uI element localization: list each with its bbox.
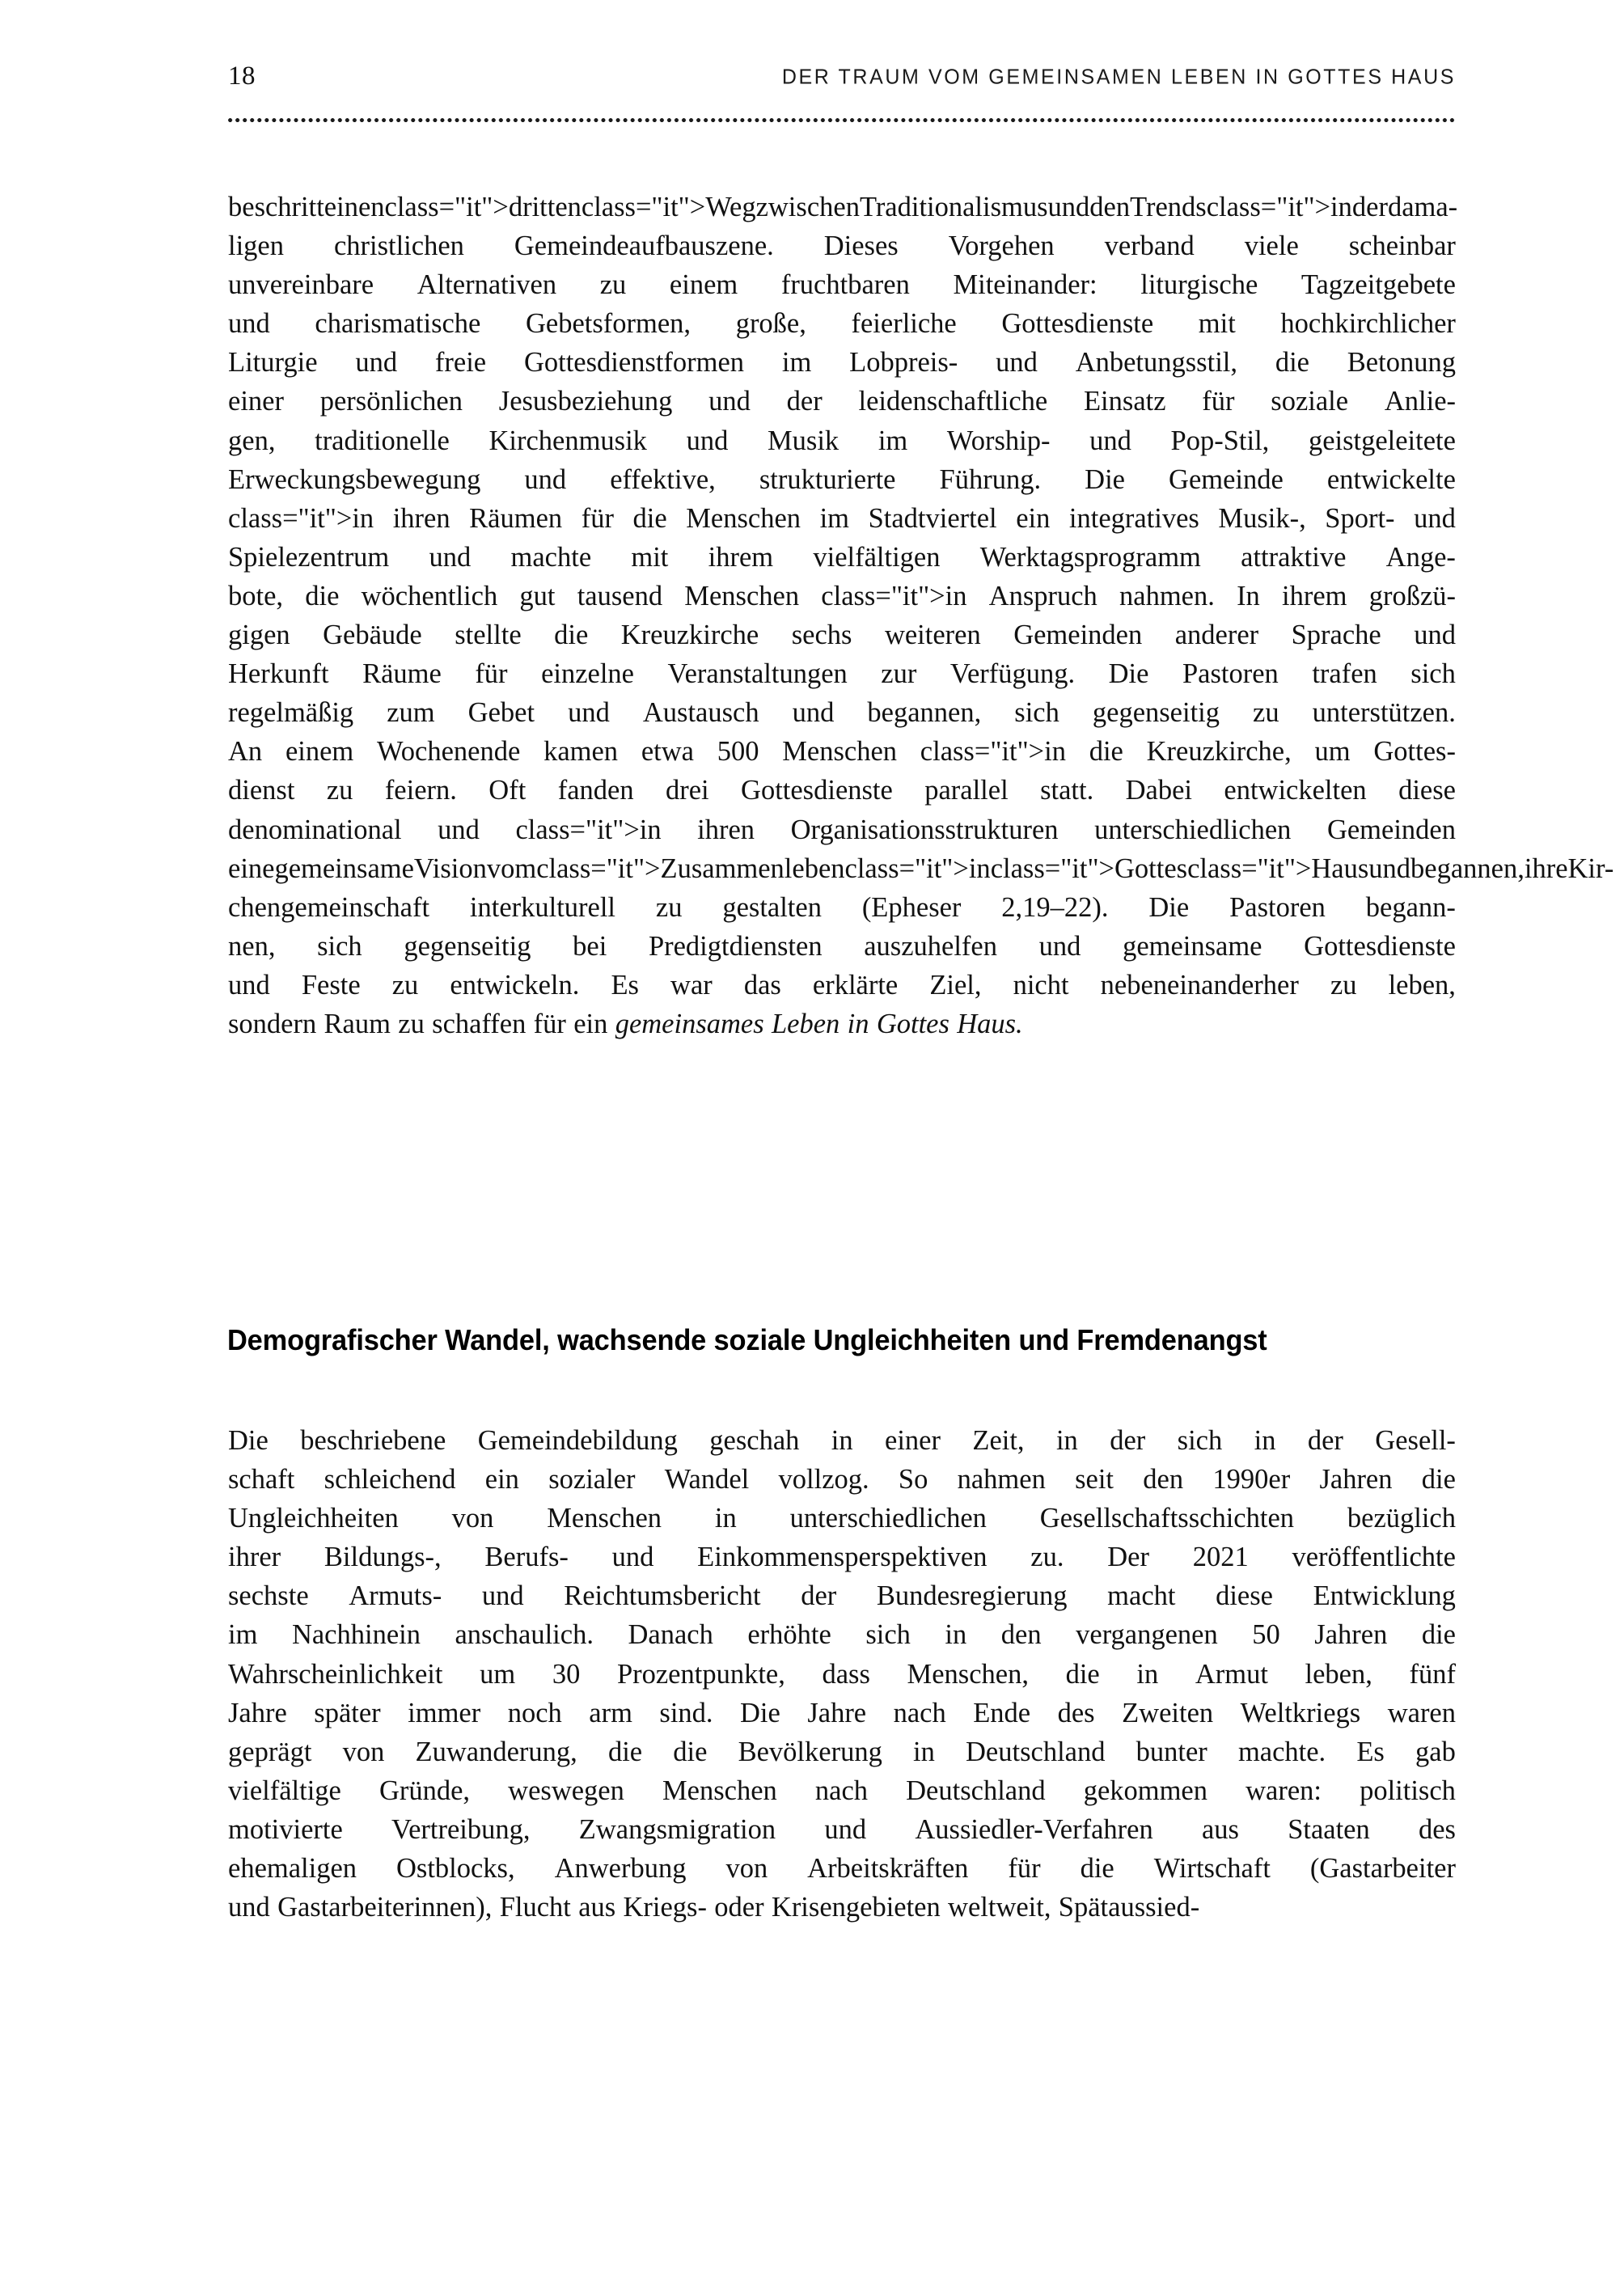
page-number: 18 <box>228 61 256 91</box>
paragraph-two-block <box>228 1421 1456 1927</box>
paragraph-one: beschritt einen class="it">dritten class="it">Weg zwischen Traditionalismus und den Trends class="it">in der dama- ligen christlichen Gemeindeaufbauszene. Dieses Vorgehen verband viele scheinbar unvereinbare Alternativen zu einem fruchtbaren Miteinander: liturgische Tagzeitgebete und charismatische Gebetsformen, große, feierliche Gottesdienste mit hochkirchlicher Liturgie und freie Gottesdienstformen im Lobpreis- und Anbetungsstil, die Betonung einer persönlichen Jesusbeziehung und der leidenschaftliche Einsatz für soziale Anlie- gen, traditionelle Kirchenmusik und Musik im Worship- und Pop-Stil, geistgeleitete Erweckungsbewegung und effektive, strukturierte Führung. Die Gemeinde entwickelte class="it">in ihren Räumen für die Menschen im Stadtviertel ein integratives Musik-, Sport- und Spielezentrum und machte mit ihrem vielfältigen Werktagsprogramm attraktive Ange- bote, die wöchentlich gut tausend Menschen class="it">in Anspruch nahmen. In ihrem großzü- gigen Gebäude stellte die Kreuzkirche sechs weiteren Gemeinden anderer Sprache und Herkunft Räume für einzelne Veranstaltungen zur Verfügung. Die Pastoren trafen sich regelmäßig zum Gebet und Austausch und begannen, sich gegenseitig zu unterstützen. An einem Wochenende kamen etwa 500 Menschen class="it">in die Kreuzkirche, um Gottes- dienst zu feiern. Oft fanden drei Gottesdienste parallel statt. Dabei entwickelten diese denominational und class="it">in ihren Organisationsstrukturen unterschiedlichen Gemeinden eine gemeinsame Vision vom class="it">Zusammenleben class="it">in class="it">Gottes class="it">Haus und begannen, ihre Kir- chengemeinschaft interkulturell zu gestalten (Epheser 2,19–22). Die Pastoren begann- nen, sich gegenseitig bei Predigtdiensten auszuhelfen und gemeinsame Gottesdienste und Feste zu entwickeln. Es war das erklärte Ziel, nicht nebeneinanderher zu leben, sondern Raum zu schaffen für ein gemeinsames Leben in Gottes Haus. <box>228 192 1614 1039</box>
dotted-rule-divider <box>228 118 1456 125</box>
paragraph-one-block <box>228 188 1614 1043</box>
paragraph-two: Die beschriebene Gemeindebildung geschah in einer Zeit, in der sich in der Gesell- schaft schleichend ein sozialer Wandel vollzog. So nahmen seit den 1990er Jahren die Ungleichheiten von Menschen in unterschiedlichen Gesellschaftsschichten bezüglich ihrer Bildungs-, Berufs- und Einkommensperspektiven zu. Der 2021 veröffentlichte sechste Armuts- und Reichtumsbericht der Bundesregierung macht diese Entwicklung im Nachhinein anschaulich. Danach erhöhte sich in den vergangenen 50 Jahren die Wahrscheinlichkeit um 30 Prozentpunkte, dass Menschen, die in Armut leben, fünf Jahre später immer noch arm sind. Die Jahre nach Ende des Zweiten Weltkriegs waren geprägt von Zuwanderung, die die Bevölkerung in Deutschland bunter machte. Es gab vielfältige Gründe, weswegen Menschen nach Deutschland gekommen waren: politisch motivierte Vertreibung, Zwangsmigration und Aussiedler-Verfahren aus Staaten des ehemaligen Ostblocks, Anwerbung von Arbeitskräften für die Wirtschaft (Gastarbeiter und Gastarbeiterinnen), Flucht aus Kriegs- oder Krisengebieten weltweit, Spätaussied- <box>228 1425 1456 1923</box>
running-head-title: DER TRAUM VOM GEMEINSAMEN LEBEN IN GOTTES HAUS <box>781 65 1456 89</box>
section-heading: Demografischer Wandel, wachsende soziale Ungleichheiten und Fremdenangst <box>227 1323 1267 1356</box>
running-head <box>228 63 1456 108</box>
